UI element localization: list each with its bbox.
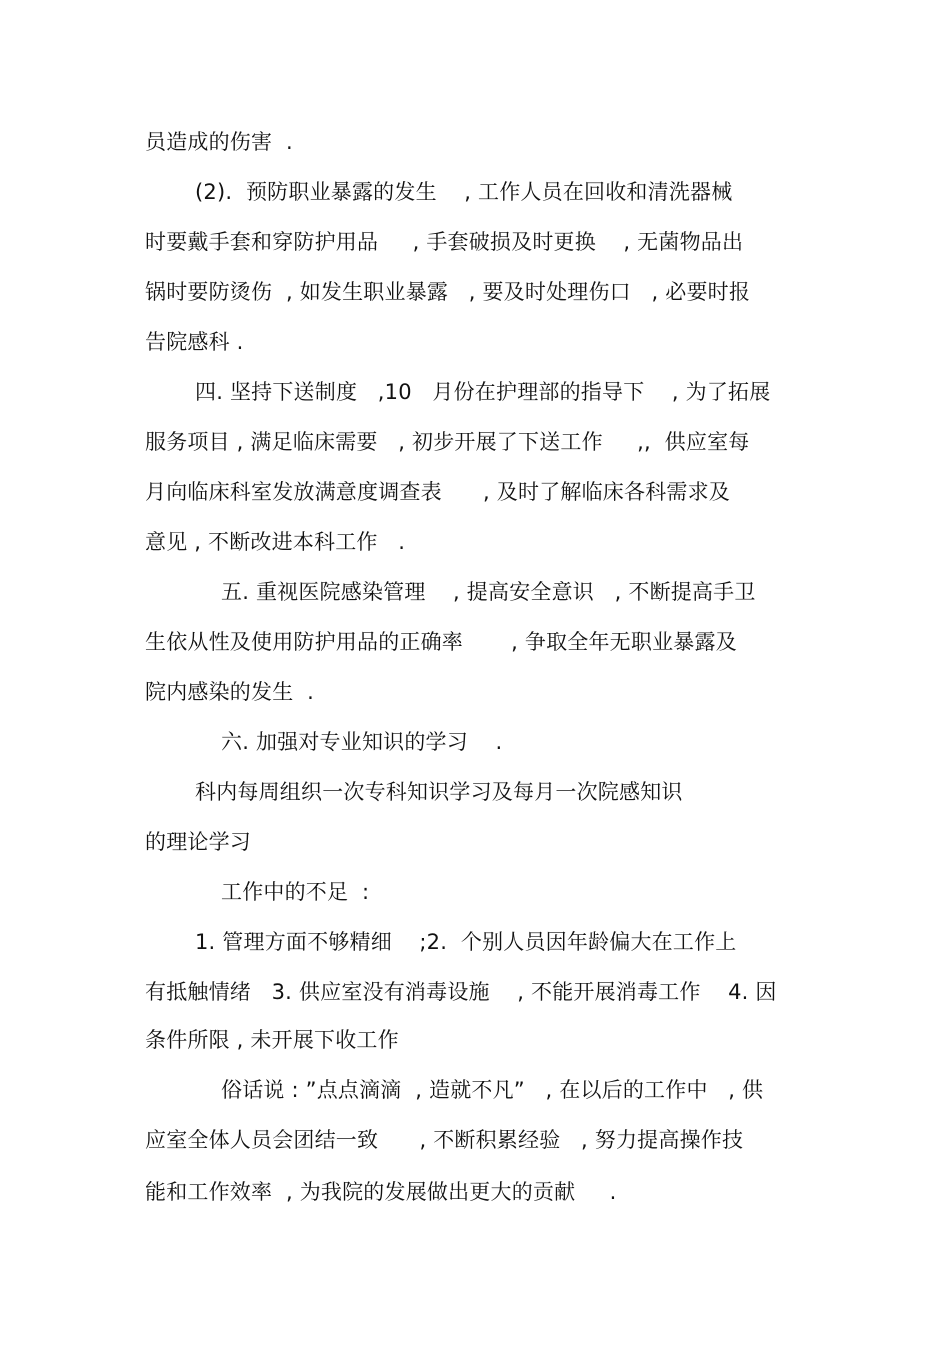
text-line: 能和工作效率 , 为我院的发展做出更大的贡献 . bbox=[145, 1180, 617, 1204]
text-line: 1. 管理方面不够精细 ;2. 个别人员因年龄偏大在工作上 bbox=[195, 930, 737, 954]
text-line: 的理论学习 bbox=[145, 830, 251, 854]
text-line: 时要戴手套和穿防护用品 , 手套破损及时更换 , 无菌物品出 bbox=[145, 230, 744, 254]
text-line: 员造成的伤害 . bbox=[145, 130, 293, 154]
section-heading: 四. 坚持下送制度 ,10 月份在护理部的指导下 , 为了拓展 bbox=[195, 380, 771, 404]
text-line: 意见 , 不断改进本科工作 . bbox=[145, 530, 406, 554]
text-line: 应室全体人员会团结一致 , 不断积累经验 , 努力提高操作技 bbox=[145, 1128, 744, 1152]
text-line: 科内每周组织一次专科知识学习及每月一次院感知识 bbox=[195, 780, 683, 804]
text-line: 有抵触情绪 3. 供应室没有消毒设施 , 不能开展消毒工作 4. 因 bbox=[145, 980, 777, 1004]
text-line: (2). 预防职业暴露的发生 , 工作人员在回收和清洗器械 bbox=[195, 180, 733, 204]
section-heading: 五. 重视医院感染管理 , 提高安全意识 , 不断提高手卫 bbox=[221, 580, 756, 604]
text-line: 院内感染的发生 . bbox=[145, 680, 315, 704]
text-line: 俗话说 : ”点点滴滴 , 造就不凡” , 在以后的工作中 , 供 bbox=[221, 1078, 764, 1102]
text-line: 月向临床科室发放满意度调查表 , 及时了解临床各科需求及 bbox=[145, 480, 730, 504]
text-line: 服务项目 , 满足临床需要 , 初步开展了下送工作 ,, 供应室每 bbox=[145, 430, 750, 454]
text-line: 告院感科 . bbox=[145, 330, 244, 354]
text-line: 生依从性及使用防护用品的正确率 , 争取全年无职业暴露及 bbox=[145, 630, 737, 654]
text-line: 锅时要防烫伤 , 如发生职业暴露 , 要及时处理伤口 , 必要时报 bbox=[145, 280, 751, 304]
section-heading: 六. 加强对专业知识的学习 . bbox=[221, 730, 503, 754]
section-heading: 工作中的不足 : bbox=[221, 880, 370, 904]
text-line: 条件所限 , 未开展下收工作 bbox=[145, 1028, 399, 1052]
